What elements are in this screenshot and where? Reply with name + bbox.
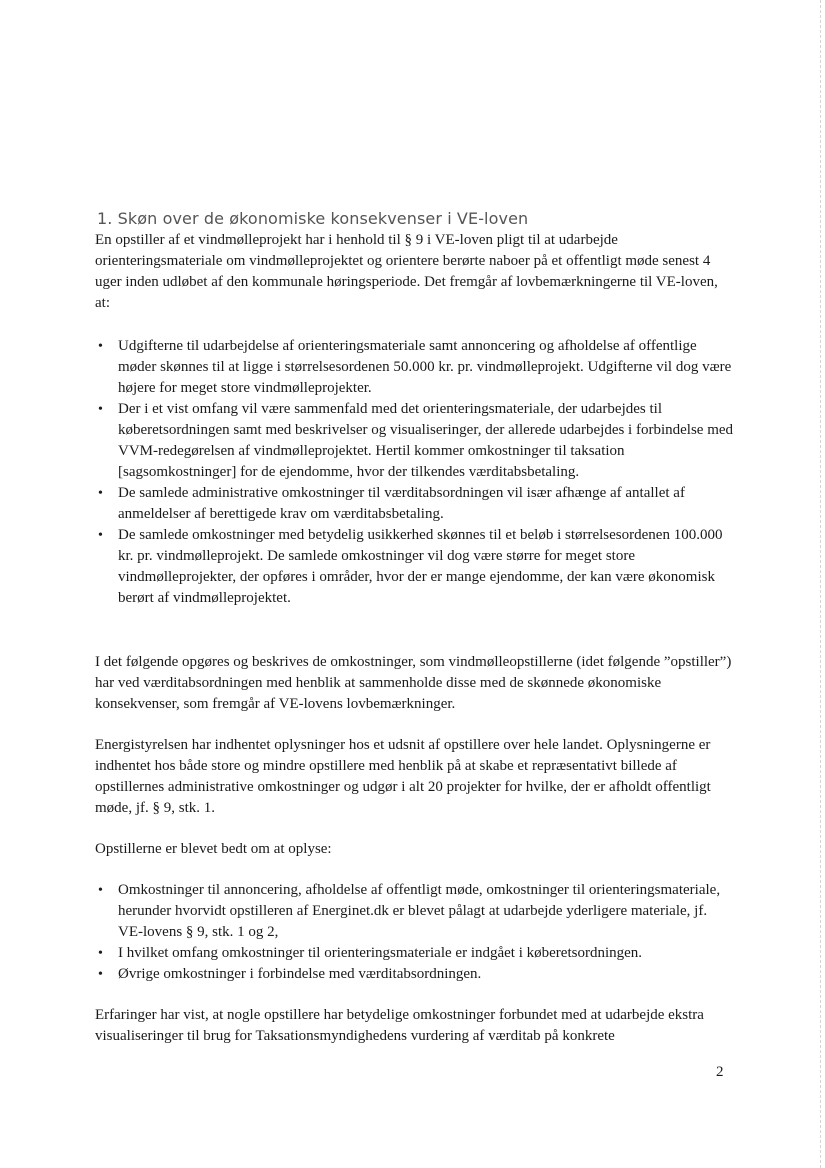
bullet-icon: •	[98, 883, 103, 898]
list-item	[95, 880, 735, 943]
list-item	[95, 964, 735, 985]
bullet-icon: •	[98, 339, 103, 354]
body-paragraph: Energistyrelsen har indhentet oplysninger hos et udsnit af opstillere over hele landet. Oplysningerne er indhentet hos både store og mindre opstillere med henblik på at skabe et repræsentativt billede af opstillernes administrative omkostninger og udgør i alt 20 projekter for hvilke, der er afholdt offentligt møde, jf. § 9, stk. 1.	[95, 737, 711, 816]
bullet-icon: •	[98, 402, 103, 417]
list-item-text: Omkostninger til annoncering, afholdelse af offentligt møde, omkostninger til orienteringsmateriale, herunder hvorvidt opstilleren af Energinet.dk er blevet pålagt at udarbejde yderligere materiale, jf. VE-lovens § 9, stk. 1 og 2,	[118, 882, 721, 940]
body-paragraph: I det følgende opgøres og beskrives de omkostninger, som vindmølleopstillerne (idet følgende ”opstiller”) har ved værditabsordningen med henblik at sammenholde disse med de skønnede økonomiske konsekvenser, som fremgår af VE-lovens lovbemærkninger.	[95, 654, 732, 712]
list-item	[95, 525, 735, 609]
page-content	[95, 208, 735, 1047]
scan-edge-line	[820, 0, 821, 1168]
list-item	[95, 399, 735, 483]
body-paragraph: Erfaringer har vist, at nogle opstillere har betydelige omkostninger forbundet med at udarbejde ekstra visualiseringer til brug for Taksationsmyndighedens vurdering af værditab på konkrete	[95, 1007, 704, 1044]
bullet-icon: •	[98, 528, 103, 543]
list-item	[95, 336, 735, 399]
body-paragraph: Opstillerne er blevet bedt om at oplyse:	[95, 841, 332, 857]
bullet-icon: •	[98, 946, 103, 961]
bullet-icon: •	[98, 967, 103, 982]
list-item-text: Øvrige omkostninger i forbindelse med værditabsordningen.	[118, 966, 482, 982]
list-item-text: I hvilket omfang omkostninger til orienteringsmateriale er indgået i køberetsordningen.	[118, 945, 643, 961]
list-item	[95, 943, 735, 964]
section-heading: 1. Skøn over de økonomiske konsekvenser i VE-loven	[97, 209, 529, 228]
list-item-text: De samlede administrative omkostninger til værditabsordningen vil især afhænge af antallet af anmeldelser af berettigede krav om værditabsbetaling.	[118, 485, 685, 522]
bullet-list-requested-info	[95, 880, 735, 985]
intro-paragraph: En opstiller af et vindmølleprojekt har i henhold til § 9 i VE-loven pligt til at udarbejde orienteringsmateriale om vindmølleprojektet og orientere berørte naboer på et offentligt møde senest 4 uger inden udløbet af den kommunale høringsperiode. Det fremgår af lovbemærkningerne til VE-loven, at:	[95, 232, 718, 311]
list-item	[95, 483, 735, 525]
bullet-list-economic-consequences	[95, 336, 735, 609]
page-number: 2	[716, 1064, 724, 1080]
list-item-text: De samlede omkostninger med betydelig usikkerhed skønnes til et beløb i størrelsesordenen 100.000 kr. pr. vindmølleprojekt. De samlede omkostninger vil dog være større for meget store vindmølleprojekter, der opføres i områder, hvor der er mange ejendomme, der kan være økonomisk berørt af vindmølleprojektet.	[118, 527, 723, 606]
list-item-text: Udgifterne til udarbejdelse af orienteringsmateriale samt annoncering og afholdelse af offentlige møder skønnes til at ligge i størrelsesordenen 50.000 kr. pr. vindmølleprojekt. Udgifterne vil dog være højere for meget store vindmølleprojekter.	[118, 338, 732, 396]
bullet-icon: •	[98, 486, 103, 501]
list-item-text: Der i et vist omfang vil være sammenfald med det orienteringsmateriale, der udarbejdes til køberetsordningen samt med beskrivelser og visualiseringer, der allerede udarbejdes i forbindelse med VVM-redegørelsen af vindmølleprojektet. Hertil kommer omkostninger til taksation [sagsomkostninger] for de ejendomme, hvor der tilkendes værditabsbetaling.	[118, 401, 734, 480]
